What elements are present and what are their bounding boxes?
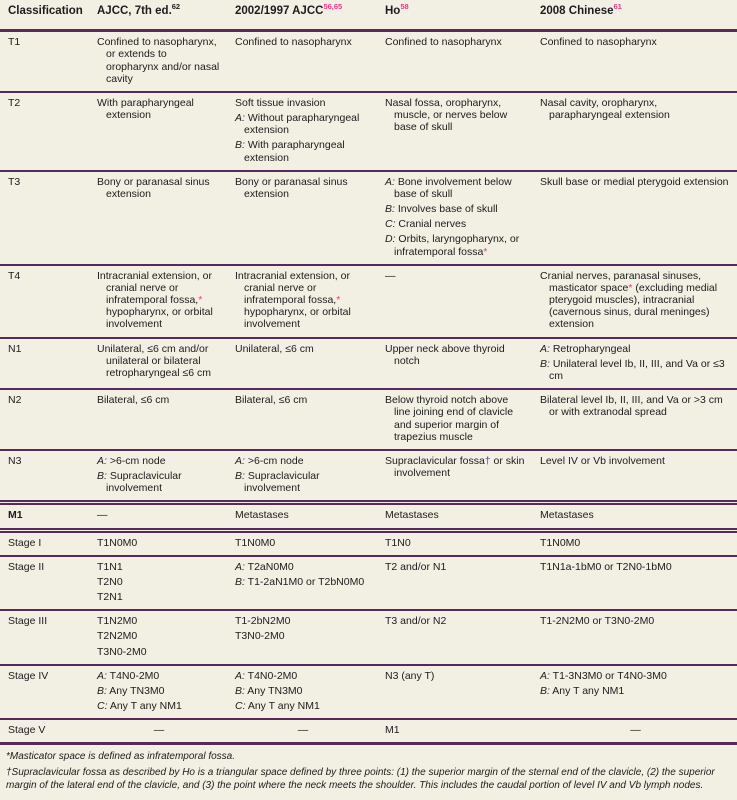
cell-stage-iii-ho <box>377 610 532 665</box>
row-label-stage-iv: Stage IV <box>0 665 89 720</box>
cell-text-item: T2N0 <box>97 575 123 588</box>
cell-stage-v-2008-chinese <box>532 719 737 744</box>
list-letter-prefix: C: <box>385 218 396 231</box>
row-label-n2: N2 <box>0 389 89 450</box>
cell-n1-2008-chinese <box>532 338 737 390</box>
cell-text-item: T1N0 <box>385 536 411 549</box>
cell-stage-iv-2002-1997-ajcc <box>227 665 377 720</box>
table-row-n2 <box>0 389 737 450</box>
table-row-n3 <box>0 450 737 503</box>
cell-n1-2002-1997-ajcc <box>227 338 377 390</box>
cell-stage-iv-ho <box>377 665 532 720</box>
cell-text-item: A: Bone involvement below base of skull <box>385 175 512 200</box>
row-label-t3: T3 <box>0 171 89 265</box>
cell-n2-2008-chinese <box>532 389 737 450</box>
cell-text-item: B: Involves base of skull <box>385 203 498 216</box>
cell-n3-2002-1997-ajcc <box>227 450 377 503</box>
list-letter-prefix: B: <box>235 684 245 697</box>
list-letter-prefix: A: <box>235 454 245 467</box>
cell-text-item: B: With parapharyngeal extension <box>235 139 345 164</box>
column-header-ho <box>377 0 532 31</box>
cell-text-item: Metastases <box>385 509 439 522</box>
cell-t1-ajcc-7th-ed <box>89 31 227 92</box>
cell-text-item: B: Any TN3M0 <box>235 684 303 697</box>
list-letter-prefix: C: <box>235 700 246 713</box>
cell-text-item: D: Orbits, laryngopharynx, or infratemporal fossa* <box>385 233 520 258</box>
cell-stage-i-ajcc-7th-ed <box>89 530 227 556</box>
cell-text-item: Bilateral, ≤6 cm <box>235 394 308 407</box>
cell-text-item: A: >6-cm node <box>235 454 304 467</box>
cell-text-item: — <box>153 724 165 737</box>
reference-superscript: 58 <box>400 2 409 12</box>
cell-t2-2008-chinese <box>532 92 737 171</box>
cell-t3-ho <box>377 171 532 265</box>
cell-text-item: N3 (any T) <box>385 669 435 682</box>
cell-text-item: B: Any T any NM1 <box>540 684 625 697</box>
column-header-2008-chinese <box>532 0 737 31</box>
cell-text-item: T1N0M0 <box>540 536 581 549</box>
cell-text-item: Upper neck above thyroid notch <box>385 342 505 367</box>
cell-stage-i-ho <box>377 530 532 556</box>
row-label-stage-iii: Stage III <box>0 610 89 665</box>
table-row-stage-ii <box>0 556 737 611</box>
cell-text-item: T2 and/or N1 <box>385 560 447 573</box>
cell-text-item: Intracranial extension, or cranial nerve or infratemporal fossa,* hypopharynx, or orbital involvement <box>235 269 351 331</box>
cell-n3-ajcc-7th-ed <box>89 450 227 503</box>
cell-text-item: T3N0-2M0 <box>97 645 147 658</box>
cell-text-item: Confined to nasopharynx, or extends to oropharynx and/or nasal cavity <box>97 36 220 85</box>
column-header-label: Classification <box>8 5 83 17</box>
cell-text-item: Level IV or Vb involvement <box>540 454 665 467</box>
cell-text-item: Nasal cavity, oropharynx, parapharyngeal extension <box>540 96 670 122</box>
cell-text-item: T1N1 <box>97 560 123 573</box>
cell-text-item: — <box>97 509 108 522</box>
cell-stage-v-ajcc-7th-ed <box>89 719 227 744</box>
cell-text-item: T3N0-2M0 <box>235 630 285 643</box>
cell-t2-2002-1997-ajcc <box>227 92 377 171</box>
row-label-stage-ii: Stage II <box>0 556 89 611</box>
cell-text-item: Confined to nasopharynx <box>235 36 352 49</box>
cell-stage-iv-ajcc-7th-ed <box>89 665 227 720</box>
cell-stage-i-2002-1997-ajcc <box>227 530 377 556</box>
cell-text-item: — <box>297 724 309 737</box>
table-row-stage-v <box>0 719 737 744</box>
table-header-row <box>0 0 737 31</box>
reference-superscript: 62 <box>171 2 181 12</box>
cell-text-item: Confined to nasopharynx <box>540 36 657 49</box>
list-letter-prefix: A: <box>235 112 245 125</box>
list-letter-prefix: B: <box>235 575 245 588</box>
cell-stage-iii-ajcc-7th-ed <box>89 610 227 665</box>
row-label-stage-v: Stage V <box>0 719 89 744</box>
list-letter-prefix: B: <box>97 470 107 483</box>
footnotes <box>0 745 737 792</box>
cell-text-item: Intracranial extension, or cranial nerve or infratemporal fossa,* hypopharynx, or orbital involvement <box>97 269 213 331</box>
cell-text-item: A: T1-3N3M0 or T4N0-3M0 <box>540 669 667 682</box>
cell-t3-2002-1997-ajcc <box>227 171 377 265</box>
cell-text-item: Metastases <box>235 509 289 522</box>
cell-text-item: Metastases <box>540 509 594 522</box>
table-row-stage-iv <box>0 665 737 720</box>
row-label-n1: N1 <box>0 338 89 390</box>
cell-t4-2008-chinese <box>532 265 737 338</box>
cell-text-item: T1-2bN2M0 <box>235 615 291 628</box>
table-row-stage-i <box>0 530 737 556</box>
cell-t4-ho <box>377 265 532 338</box>
cell-n2-ho <box>377 389 532 450</box>
table-header <box>0 0 737 31</box>
cell-stage-i-2008-chinese <box>532 530 737 556</box>
asterisk-marker: * <box>198 294 203 307</box>
list-letter-prefix: A: <box>235 560 245 573</box>
cell-text-item: Soft tissue invasion <box>235 96 326 109</box>
cell-text-item: B: Supraclavicular involvement <box>97 470 182 495</box>
cell-t1-ho <box>377 31 532 92</box>
reference-superscript: 61 <box>613 2 622 12</box>
cell-text-item: C: Cranial nerves <box>385 218 467 231</box>
cell-text-item: T1-2N2M0 or T3N0-2M0 <box>540 615 655 628</box>
table-row-t2 <box>0 92 737 171</box>
cell-stage-ii-ajcc-7th-ed <box>89 556 227 611</box>
cell-text-item: A: Without parapharyngeal extension <box>235 112 360 137</box>
cell-n3-2008-chinese <box>532 450 737 503</box>
row-label-stage-i: Stage I <box>0 530 89 556</box>
cell-m1-ajcc-7th-ed <box>89 503 227 530</box>
cell-stage-iii-2002-1997-ajcc <box>227 610 377 665</box>
list-letter-prefix: C: <box>97 700 108 713</box>
cell-t4-2002-1997-ajcc <box>227 265 377 338</box>
list-letter-prefix: B: <box>540 684 550 697</box>
table-row-stage-iii <box>0 610 737 665</box>
table-row-t4 <box>0 265 737 338</box>
cell-text-item: Unilateral, ≤6 cm <box>235 342 314 355</box>
cell-text-item: A: T2aN0M0 <box>235 560 294 573</box>
column-header-2002-1997-ajcc <box>227 0 377 31</box>
list-letter-prefix: A: <box>97 669 107 682</box>
row-label-t4: T4 <box>0 265 89 338</box>
cell-text-item: Below thyroid notch above line joining end of clavicle and superior margin of trapezius muscle <box>385 394 514 443</box>
dagger-marker: † <box>484 454 491 467</box>
cell-text-item: C: Any T any NM1 <box>97 700 182 713</box>
row-label-n3: N3 <box>0 450 89 503</box>
cell-t2-ho <box>377 92 532 171</box>
cell-text-item: T2N1 <box>97 591 123 604</box>
list-letter-prefix: B: <box>385 203 395 216</box>
cell-text-item: Bilateral, ≤6 cm <box>97 394 170 407</box>
cell-text-item: Skull base or medial pterygoid extension <box>540 175 729 188</box>
asterisk-marker: * <box>336 294 341 307</box>
list-letter-prefix: A: <box>540 342 550 355</box>
cell-t1-2008-chinese <box>532 31 737 92</box>
cell-n1-ho <box>377 338 532 390</box>
column-header-label: 2002/1997 AJCC <box>235 5 324 17</box>
asterisk-marker: * <box>628 281 633 294</box>
cell-text-item: B: T1-2aN1M0 or T2bN0M0 <box>235 575 365 588</box>
cell-m1-2002-1997-ajcc <box>227 503 377 530</box>
cell-text-item: Unilateral, ≤6 cm and/or unilateral or bilateral retropharyngeal ≤6 cm <box>97 342 211 379</box>
asterisk-marker: * <box>483 245 488 258</box>
cell-n1-ajcc-7th-ed <box>89 338 227 390</box>
cell-stage-ii-2008-chinese <box>532 556 737 611</box>
row-label-t2: T2 <box>0 92 89 171</box>
cell-text-item: Bony or paranasal sinus extension <box>97 175 210 200</box>
list-letter-prefix: A: <box>385 175 395 188</box>
cell-text-item: — <box>630 724 641 737</box>
cell-text-item: B: Any TN3M0 <box>97 684 165 697</box>
column-header-label: AJCC, 7th ed. <box>97 5 172 17</box>
cell-stage-v-2002-1997-ajcc <box>227 719 377 744</box>
cell-text-item: A: T4N0-2M0 <box>97 669 160 682</box>
cell-n2-2002-1997-ajcc <box>227 389 377 450</box>
cell-text-item: A: T4N0-2M0 <box>235 669 298 682</box>
cell-stage-ii-2002-1997-ajcc <box>227 556 377 611</box>
list-letter-prefix: B: <box>540 357 550 370</box>
cell-text-item: A: >6-cm node <box>97 454 166 467</box>
cell-stage-iv-2008-chinese <box>532 665 737 720</box>
row-label-m1: M1 <box>0 503 89 530</box>
cell-text-item: M1 <box>385 724 400 737</box>
list-letter-prefix: A: <box>97 454 107 467</box>
list-letter-prefix: A: <box>540 669 550 682</box>
list-letter-prefix: B: <box>235 470 245 483</box>
cell-n3-ho <box>377 450 532 503</box>
cell-text-item: T1N0M0 <box>235 536 276 549</box>
column-header-ajcc-7th-ed <box>89 0 227 31</box>
cell-t3-2008-chinese <box>532 171 737 265</box>
cell-text-item: Cranial nerves, paranasal sinuses, masticator space* (excluding medial pterygoid muscles), intracranial (cavernous sinus, dural meninges) extension <box>540 269 718 331</box>
cell-text-item: B: Supraclavicular involvement <box>235 470 320 495</box>
cell-text-item: T3 and/or N2 <box>385 615 447 628</box>
cell-text-item: C: Any T any NM1 <box>235 700 320 713</box>
cell-text-item: Supraclavicular fossa† or skin involvement <box>385 454 525 480</box>
cell-n2-ajcc-7th-ed <box>89 389 227 450</box>
cell-m1-2008-chinese <box>532 503 737 530</box>
cell-t4-ajcc-7th-ed <box>89 265 227 338</box>
column-header-classification <box>0 0 89 31</box>
table-row-t3 <box>0 171 737 265</box>
cell-m1-ho <box>377 503 532 530</box>
list-letter-prefix: B: <box>97 684 107 697</box>
table-row-m1 <box>0 503 737 530</box>
cell-text-item: A: Retropharyngeal <box>540 342 631 355</box>
cell-text-item: T1N1a-1bM0 or T2N0-1bM0 <box>540 560 672 573</box>
row-label-t1: T1 <box>0 31 89 92</box>
footnote-masticator-space: *Masticator space is defined as infratemporal fossa. <box>6 751 235 763</box>
cell-text-item: — <box>385 269 396 282</box>
cell-t2-ajcc-7th-ed <box>89 92 227 171</box>
table-body <box>0 31 737 744</box>
column-header-label: Ho <box>385 5 401 17</box>
cell-stage-iii-2008-chinese <box>532 610 737 665</box>
cell-text-item: T1N0M0 <box>97 536 138 549</box>
cell-text-item: Confined to nasopharynx <box>385 36 502 49</box>
cell-stage-v-ho <box>377 719 532 744</box>
cell-t3-ajcc-7th-ed <box>89 171 227 265</box>
list-letter-prefix: B: <box>235 139 245 152</box>
cell-text-item: With parapharyngeal extension <box>97 96 194 122</box>
cell-text-item: Nasal fossa, oropharynx, muscle, or nerves below base of skull <box>385 96 508 134</box>
cell-text-item: Bilateral level Ib, II, III, and Va or >3 cm or with extranodal spread <box>540 394 723 419</box>
column-header-label: 2008 Chinese <box>540 5 614 17</box>
cell-text-item: T1N2M0 <box>97 615 138 628</box>
list-letter-prefix: A: <box>235 669 245 682</box>
cell-stage-ii-ho <box>377 556 532 611</box>
table-row-n1 <box>0 338 737 390</box>
table-row-t1 <box>0 31 737 92</box>
cell-text-item: T2N2M0 <box>97 630 138 643</box>
cell-text-item: Bony or paranasal sinus extension <box>235 175 348 200</box>
list-letter-prefix: D: <box>385 233 396 246</box>
footnote-supraclavicular-fossa: †Supraclavicular fossa as described by Ho is a triangular space defined by three points: (1) the superior margin of the sternal end of the clavicle, (2) the superior margin of the lateral end of the clavicle, and (3) the point where the neck meets the shoulder. This includes the caudal portion of level IV and Vb lymph nodes. <box>6 767 715 792</box>
cell-t1-2002-1997-ajcc <box>227 31 377 92</box>
cell-text-item: B: Unilateral level Ib, II, III, and Va or ≤3 cm <box>540 357 725 382</box>
reference-superscript: 56,65 <box>323 2 343 12</box>
